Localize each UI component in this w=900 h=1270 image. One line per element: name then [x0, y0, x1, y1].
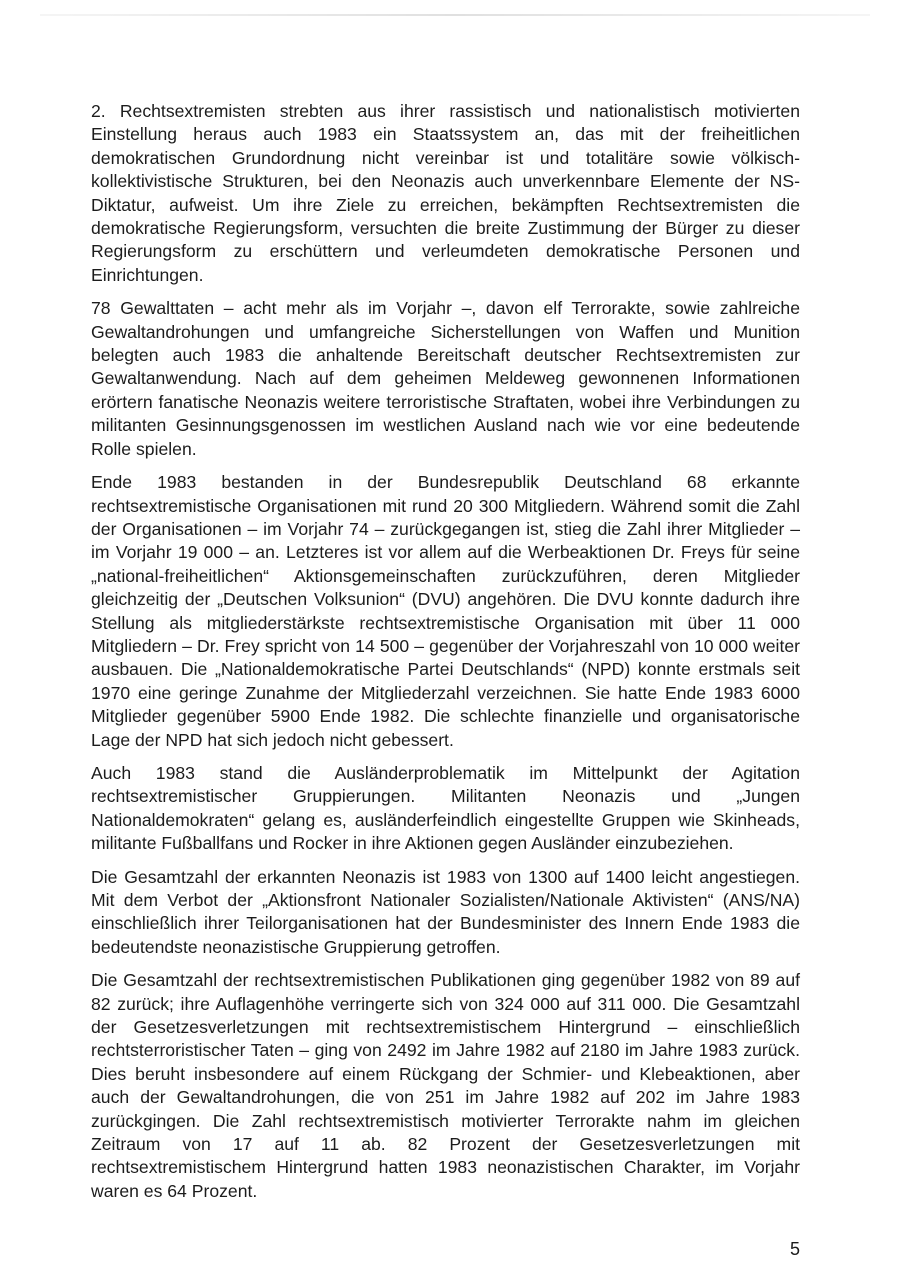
paragraph-6: Die Gesamtzahl der rechtsextremistischen Publikationen ging gegenüber 1982 von 89 auf 82 zurück; ihre Auflagenhöhe verringerte sich von 324 000 auf 311 000. Die Gesamtzahl der Gesetzesverletzungen mit rechtsextremistischem Hintergrund – einschließlich rechtsterroristischer Taten – ging von 2492 im Jahre 1982 auf 2180 im Jahre 1983 zurück. Dies beruht insbesondere auf einem Rückgang der Schmier- und Klebeaktionen, aber auch der Gewaltandrohungen, die von 251 im Jahre 1982 auf 202 im Jahre 1983 zurückgingen. Die Zahl rechtsextremistisch motivierter Terrorakte nahm im gleichen Zeitraum von 17 auf 11 ab. 82 Prozent der Gesetzesverletzungen mit rechtsextremistischem Hintergrund hatten 1983 neonazistischen Charakter, im Vorjahr waren es 64 Prozent.: [91, 970, 800, 1201]
scan-edge-line: [40, 14, 870, 16]
paragraph-2: 78 Gewalttaten – acht mehr als im Vorjahr –, davon elf Terrorakte, sowie zahlreiche Gewaltandrohungen und umfangreiche Sicherstellungen von Waffen und Munition belegten auch 1983 die anhaltende Bereitschaft deutscher Rechtsextremisten zur Gewaltanwendung. Nach auf dem geheimen Meldeweg gewonnenen Informationen erörtern fanatische Neonazis weitere terroristische Straftaten, wobei ihre Verbindungen zu militanten Gesinnungsgenossen im westlichen Ausland nach wie vor eine bedeutende Rolle spielen.: [91, 298, 800, 459]
document-body: [91, 100, 800, 1213]
paragraph-1: 2. Rechtsextremisten strebten aus ihrer rassistisch und nationalistisch motivierten Einstellung heraus auch 1983 ein Staatssystem an, das mit der freiheitlichen demokratischen Grundordnung nicht vereinbar ist und totalitäre sowie völkisch-kollektivistische Strukturen, bei den Neonazis auch unverkennbare Elemente der NS-Diktatur, aufweist. Um ihre Ziele zu erreichen, bekämpften Rechtsextremisten die demokratische Regierungsform, versuchten die breite Zustimmung der Bürger zu dieser Regierungsform zu erschüttern und verleumdeten demokratische Personen und Einrichtungen.: [91, 101, 800, 285]
paragraph-5: Die Gesamtzahl der erkannten Neonazis ist 1983 von 1300 auf 1400 leicht angestiegen. Mit dem Verbot der „Aktionsfront Nationaler Sozialisten/Nationale Aktivisten“ (ANS/NA) einschließlich ihrer Teilorganisationen hat der Bundesminister des Innern Ende 1983 die bedeutendste neonazistische Gruppierung getroffen.: [91, 866, 800, 957]
paragraph-4: Auch 1983 stand die Ausländerproblematik im Mittelpunkt der Agitation rechtsextremistischer Gruppierungen. Militanten Neonazis und „Jungen Nationaldemokraten“ gelang es, ausländerfeindlich eingestellte Gruppen wie Skinheads, militante Fußballfans und Rocker in ihre Aktionen gegen Ausländer einzubeziehen.: [91, 762, 800, 854]
paragraph-3: Ende 1983 bestanden in der Bundesrepublik Deutschland 68 erkannte rechtsextremistische Organisationen mit rund 20 300 Mitgliedern. Während somit die Zahl der Organisationen – im Vorjahr 74 – zurückgegangen ist, stieg die Zahl ihrer Mitglieder – im Vorjahr 19 000 – an. Letzteres ist vor allem auf die Werbeaktionen Dr. Freys für seine „national-freiheitlichen“ Aktionsgemeinschaften zurückzuführen, deren Mitglieder gleichzeitig der „Deutschen Volksunion“ (DVU) angehören. Die DVU konnte dadurch ihre Stellung als mitgliederstärkste rechtsextremistische Organisation mit über 11 000 Mitgliedern – Dr. Frey spricht von 14 500 – gegenüber der Vorjahreszahl von 10 000 weiter ausbauen. Die „Nationaldemokratische Partei Deutschlands“ (NPD) konnte erstmals seit 1970 eine geringe Zunahme der Mitgliederzahl verzeichnen. Sie hatte Ende 1983 6000 Mitglieder gegenüber 5900 Ende 1982. Die schlechte finanzielle und organisatorische Lage der NPD hat sich jedoch nicht gebessert.: [91, 472, 800, 750]
page-number: 5: [789, 1239, 800, 1259]
